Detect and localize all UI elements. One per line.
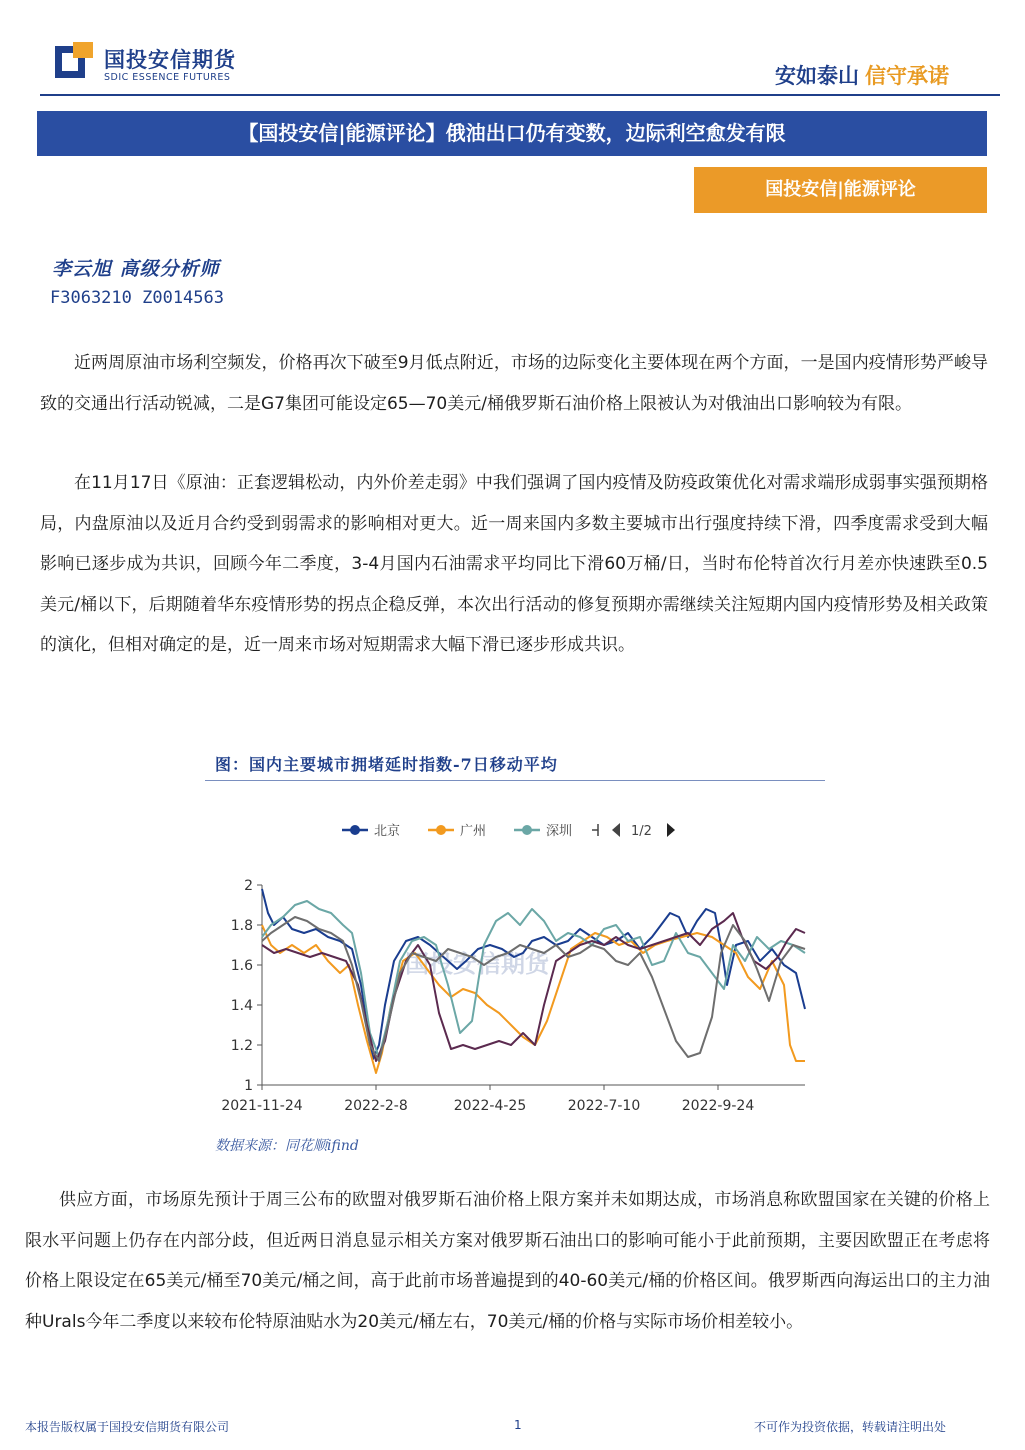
- x-tick-label: 2021-11-24: [221, 1098, 303, 1114]
- legend-marker: [522, 825, 532, 835]
- y-tick-label: 1.4: [230, 998, 253, 1014]
- slogan: [775, 60, 949, 90]
- paragraph-2: 在11月17日《原油：正套逻辑松动，内外价差走弱》中我们强调了国内疫情及防疫政策优化对需求端形成弱事实强预期格局，内盘原油以及近月合约受到弱需求的影响相对更大。近一周来国内多数主要城市出行强度持续下滑，四季度需求受到大幅影响已逐步成为共识，回顾今年二季度，3-4月国内石油需求平均同比下滑60万桶/日，当时布伦特首次行月差亦快速跌至0.5美元/桶以下，后期随着华东疫情形势的拐点企稳反弹，本次出行活动的修复预期亦需继续关注短期内国内疫情形势及相关政策的演化，但相对确定的是，近一周来市场对短期需求大幅下滑已逐步形成共识。: [40, 473, 988, 655]
- header-divider: [40, 94, 1000, 96]
- legend-label: 广州: [460, 824, 487, 839]
- legend-label: 北京: [374, 824, 401, 839]
- y-tick-label: 1.8: [230, 918, 253, 934]
- slogan-part-2: 信守承诺: [865, 64, 949, 88]
- report-title: 【国投安信|能源评论】俄油出口仍有变数，边际利空愈发有限: [37, 111, 987, 156]
- x-tick-label: 2022-2-8: [344, 1098, 408, 1114]
- legend-overflow-icon: [592, 824, 598, 836]
- footer-disclaimer: 不可作为投资依据，转载请注明出处: [754, 1420, 947, 1434]
- y-tick-label: 1.2: [230, 1038, 253, 1054]
- paragraph-3: 供应方面，市场原先预计于周三公布的欧盟对俄罗斯石油价格上限方案并未如期达成，市场消息称欧盟国家在关键的价格上限水平问题上仍存在内部分歧，但近两日消息显示相关方案对俄罗斯石油出口的影响可能小于此前预期，主要因欧盟正在考虑将价格上限设定在65美元/桶至70美元/桶之间，高于此前市场普遍提到的40-60美元/桶的价格区间。俄罗斯西向海运出口的主力油种Urals今年二季度以来较布伦特原油贴水为20美元/桶左右，70美元/桶的价格与实际市场价相差较小。: [25, 1190, 990, 1332]
- x-tick-label: 2022-4-25: [453, 1098, 527, 1114]
- x-tick-label: 2022-7-10: [567, 1098, 641, 1114]
- chart-series: [262, 889, 805, 1073]
- chart-source: 数据来源：同花顺ifind: [215, 1138, 359, 1154]
- paragraph-1: 近两周原油市场利空频发，价格再次下破至9月低点附近，市场的边际变化主要体现在两个方面，一是国内疫情形势严峻导致的交通出行活动锐减，二是G7集团可能设定65—70美元/桶俄罗斯石油价格上限被认为对俄油出口影响较为有限。: [40, 353, 988, 414]
- column-tag: 国投安信|能源评论: [694, 167, 987, 213]
- author-license: F3063210 Z0014563: [50, 288, 224, 308]
- legend-next-icon[interactable]: [667, 823, 675, 837]
- chart-watermark: 国投安信期货: [405, 950, 549, 978]
- author-name: 李云旭 高级分析师: [52, 258, 220, 280]
- chart-title-underline: [205, 780, 825, 781]
- logo-subtext: SDIC ESSENCE FUTURES: [104, 72, 231, 83]
- y-tick-label: 1: [244, 1078, 253, 1094]
- logo-text: 国投安信期货: [104, 48, 236, 72]
- legend-marker: [436, 825, 446, 835]
- y-tick-label: 2: [244, 878, 253, 894]
- chart-legend: [342, 823, 675, 839]
- logo-mark-icon: [55, 42, 93, 80]
- congestion-line-chart: [210, 810, 810, 1120]
- legend-marker: [350, 825, 360, 835]
- slogan-part-1: 安如泰山: [775, 64, 859, 88]
- footer-copyright: 本报告版权属于国投安信期货有限公司: [25, 1420, 230, 1434]
- legend-prev-icon[interactable]: [612, 823, 620, 837]
- chart-title: 图：国内主要城市拥堵延时指数-7日移动平均: [215, 755, 558, 774]
- x-tick-label: 2022-9-24: [681, 1098, 755, 1114]
- page-number: 1: [514, 1418, 522, 1432]
- legend-page-indicator: 1/2: [631, 824, 652, 839]
- chart-axes: [221, 878, 805, 1114]
- y-tick-label: 1.6: [230, 958, 253, 974]
- legend-label: 深圳: [546, 824, 573, 839]
- series-line: [262, 901, 805, 1057]
